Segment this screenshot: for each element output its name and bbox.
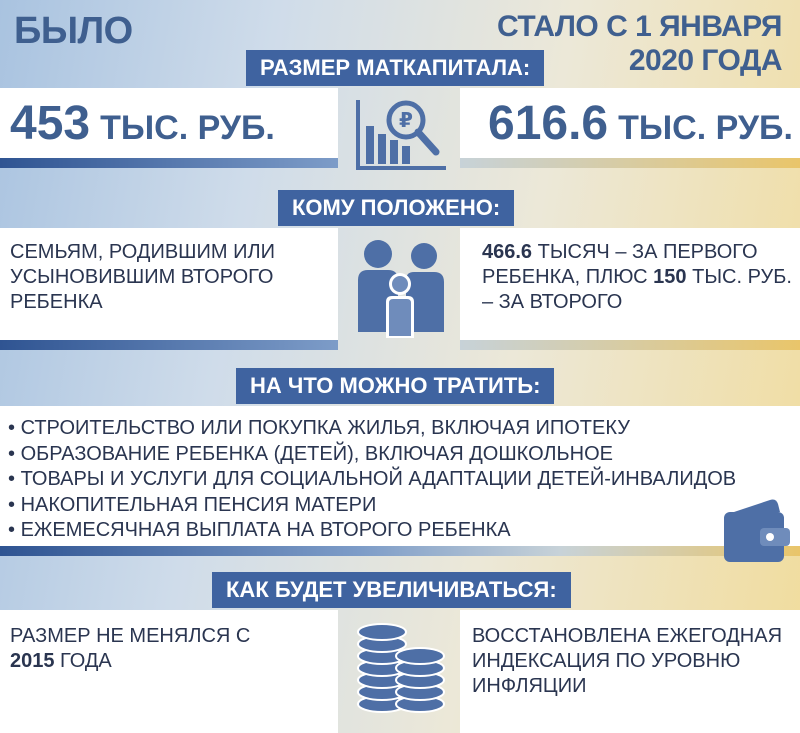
capital-before-stripe	[0, 158, 338, 168]
list-item: • ОБРАЗОВАНИЕ РЕБЕНКА (ДЕТЕЙ), ВКЛЮЧАЯ ДОШКОЛЬНОЕ	[8, 442, 736, 468]
since-year: 2015	[10, 650, 55, 672]
coins-icon	[352, 618, 448, 718]
growth-before-text: РАЗМЕР НЕ МЕНЯЛСЯ С 2015 ГОДА	[10, 625, 251, 672]
eligible-before-text: СЕМЬЯМ, РОДИВШИМ ИЛИ УСЫНОВИВШИМ ВТОРОГО РЕБЕНКА	[10, 241, 275, 313]
eligible-before-panel	[0, 228, 338, 340]
list-item: • ТОВАРЫ И УСЛУГИ ДЛЯ СОЦИАЛЬНОЙ АДАПТАЦИИ ДЕТЕЙ-ИНВАЛИДОВ	[8, 467, 736, 493]
growth-after-text: ВОССТАНОВЛЕНА ЕЖЕГОДНАЯ ИНДЕКСАЦИЯ ПО УРОВНЮ ИНФЛЯЦИИ	[472, 625, 783, 697]
after-heading-line2: 2020 ГОДА	[628, 43, 782, 77]
eligible-before-stripe	[0, 340, 338, 350]
capital-after-value: 616.6 ТЫС. РУБ.	[488, 97, 793, 150]
second-child-amount: 150	[653, 266, 687, 288]
list-item: • ЕЖЕМЕСЯЧНАЯ ВЫПЛАТА НА ВТОРОГО РЕБЕНКА	[8, 518, 736, 544]
capital-before-panel	[0, 88, 338, 158]
wallet-icon	[720, 496, 792, 566]
eligible-after-panel	[460, 228, 800, 340]
capital-banner: РАЗМЕР МАТКАПИТАЛА:	[246, 50, 544, 86]
capital-after-panel	[460, 88, 800, 158]
svg-text:₽: ₽	[399, 108, 413, 132]
spend-stripe	[0, 546, 800, 556]
spend-banner: НА ЧТО МОЖНО ТРАТИТЬ:	[236, 368, 554, 404]
spend-list	[8, 416, 736, 544]
eligible-banner: КОМУ ПОЛОЖЕНО:	[278, 190, 514, 226]
first-child-amount: 466.6	[482, 241, 533, 263]
list-item: • НАКОПИТЕЛЬНАЯ ПЕНСИЯ МАТЕРИ	[8, 493, 736, 519]
chart-ruble-magnifier-icon	[350, 92, 450, 172]
family-icon	[348, 232, 452, 342]
list-item: • СТРОИТЕЛЬСТВО ИЛИ ПОКУПКА ЖИЛЬЯ, ВКЛЮЧАЯ ИПОТЕКУ	[8, 416, 736, 442]
growth-before-panel	[0, 610, 338, 733]
spend-panel	[0, 406, 800, 546]
eligible-after-stripe	[460, 340, 800, 350]
growth-banner: КАК БУДЕТ УВЕЛИЧИВАТЬСЯ:	[212, 572, 571, 608]
capital-before-value: 453 ТЫС. РУБ.	[10, 97, 275, 150]
capital-after-stripe	[460, 158, 800, 168]
eligible-after-text: 466.6 ТЫСЯЧ – ЗА ПЕРВОГО РЕБЕНКА, ПЛЮС 150 ТЫС. РУБ. – ЗА ВТОРОГО	[482, 241, 792, 313]
growth-after-panel	[460, 610, 800, 733]
before-heading: БЫЛО	[14, 10, 133, 52]
after-heading-line1: СТАЛО С 1 ЯНВАРЯ	[496, 10, 782, 43]
